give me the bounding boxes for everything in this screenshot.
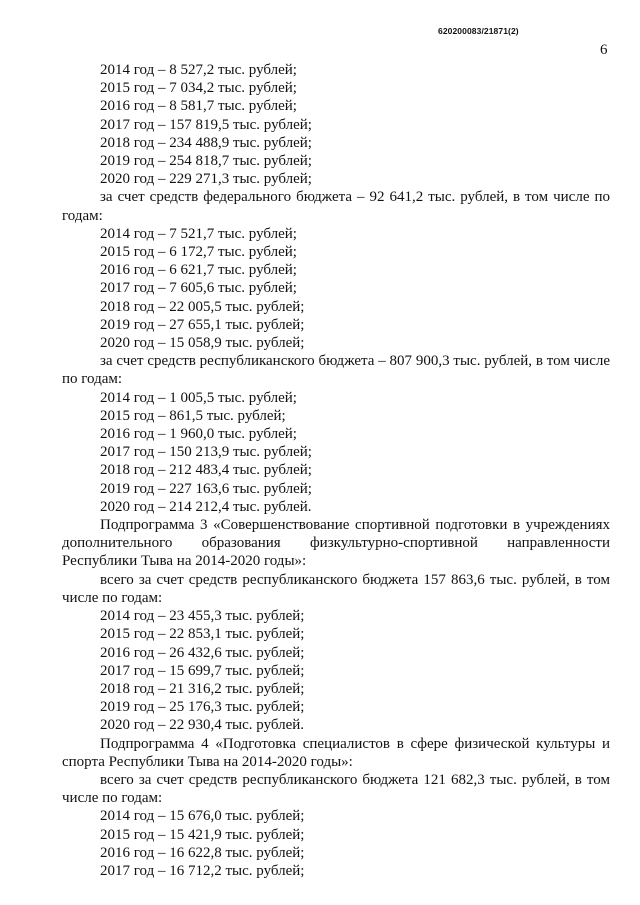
year-amount-line: 2017 год – 157 819,5 тыс. рублей; <box>100 116 312 133</box>
year-amount-line: 2018 год – 22 005,5 тыс. рублей; <box>100 298 305 315</box>
year-amount-line: 2015 год – 22 853,1 тыс. рублей; <box>100 626 305 643</box>
year-amount-line: 2016 год – 1 960,0 тыс. рублей; <box>100 426 297 443</box>
year-amount-line: 2014 год – 15 676,0 тыс. рублей; <box>100 808 305 825</box>
body-paragraph: всего за счет средств республиканского бюджета 157 863,6 тыс. рублей, в том числе по годам: <box>62 571 610 606</box>
body-paragraph: Подпрограмма 4 «Подготовка специалистов в сфере физической культуры и спорта Республики Тыва на 2014-2020 годы»: <box>62 735 610 770</box>
year-amount-line: 2014 год – 23 455,3 тыс. рублей; <box>100 608 305 625</box>
year-amount-line: 2017 год – 16 712,2 тыс. рублей; <box>100 862 305 879</box>
year-amount-line: 2015 год – 7 034,2 тыс. рублей; <box>100 80 297 97</box>
year-amount-line: 2020 год – 214 212,4 тыс. рублей. <box>100 498 312 515</box>
document-code: 620200083/21871(2) <box>438 26 519 36</box>
year-amount-line: 2016 год – 26 432,6 тыс. рублей; <box>100 644 305 661</box>
year-amount-line: 2017 год – 7 605,6 тыс. рублей; <box>100 280 297 297</box>
year-amount-line: 2019 год – 25 176,3 тыс. рублей; <box>100 699 305 716</box>
year-amount-line: 2018 год – 212 483,4 тыс. рублей; <box>100 462 312 479</box>
year-amount-line: 2015 год – 6 172,7 тыс. рублей; <box>100 244 297 261</box>
year-amount-line: 2016 год – 6 621,7 тыс. рублей; <box>100 262 297 279</box>
year-amount-line: 2015 год – 15 421,9 тыс. рублей; <box>100 826 305 843</box>
year-amount-line: 2018 год – 21 316,2 тыс. рублей; <box>100 680 305 697</box>
year-amount-line: 2016 год – 16 622,8 тыс. рублей; <box>100 844 305 861</box>
year-amount-line: 2017 год – 15 699,7 тыс. рублей; <box>100 662 305 679</box>
body-paragraph: за счет средств федерального бюджета – 92 641,2 тыс. рублей, в том числе по годам: <box>62 189 610 224</box>
body-paragraph: всего за счет средств республиканского бюджета 121 682,3 тыс. рублей, в том числе по годам: <box>62 771 610 807</box>
year-amount-line: 2019 год – 227 163,6 тыс. рублей; <box>100 480 312 497</box>
year-amount-line: 2014 год – 8 527,2 тыс. рублей; <box>100 62 297 78</box>
year-amount-line: 2016 год – 8 581,7 тыс. рублей; <box>100 98 297 115</box>
year-amount-line: 2017 год – 150 213,9 тыс. рублей; <box>100 444 312 461</box>
year-amount-line: 2014 год – 7 521,7 тыс. рублей; <box>100 225 297 242</box>
year-amount-line: 2020 год – 229 271,3 тыс. рублей; <box>100 171 312 188</box>
body-paragraph: за счет средств республиканского бюджета – 807 900,3 тыс. рублей, в том числе по годам: <box>62 353 610 388</box>
year-amount-line: 2018 год – 234 488,9 тыс. рублей; <box>100 134 312 151</box>
year-amount-line: 2015 год – 861,5 тыс. рублей; <box>100 407 286 424</box>
year-amount-line: 2019 год – 254 818,7 тыс. рублей; <box>100 153 312 170</box>
body-paragraph: Подпрограмма 3 «Совершенствование спортивной подготовки в учреждениях дополнительного образования физкультурно-спортивной направленности Республики Тыва на 2014-2020 годы»: <box>62 517 610 570</box>
year-amount-line: 2014 год – 1 005,5 тыс. рублей; <box>100 389 297 406</box>
year-amount-line: 2019 год – 27 655,1 тыс. рублей; <box>100 316 305 333</box>
document-body <box>62 61 610 880</box>
year-amount-line: 2020 год – 22 930,4 тыс. рублей. <box>100 717 305 734</box>
year-amount-line: 2020 год – 15 058,9 тыс. рублей; <box>100 335 305 352</box>
page-number: 6 <box>600 42 608 58</box>
